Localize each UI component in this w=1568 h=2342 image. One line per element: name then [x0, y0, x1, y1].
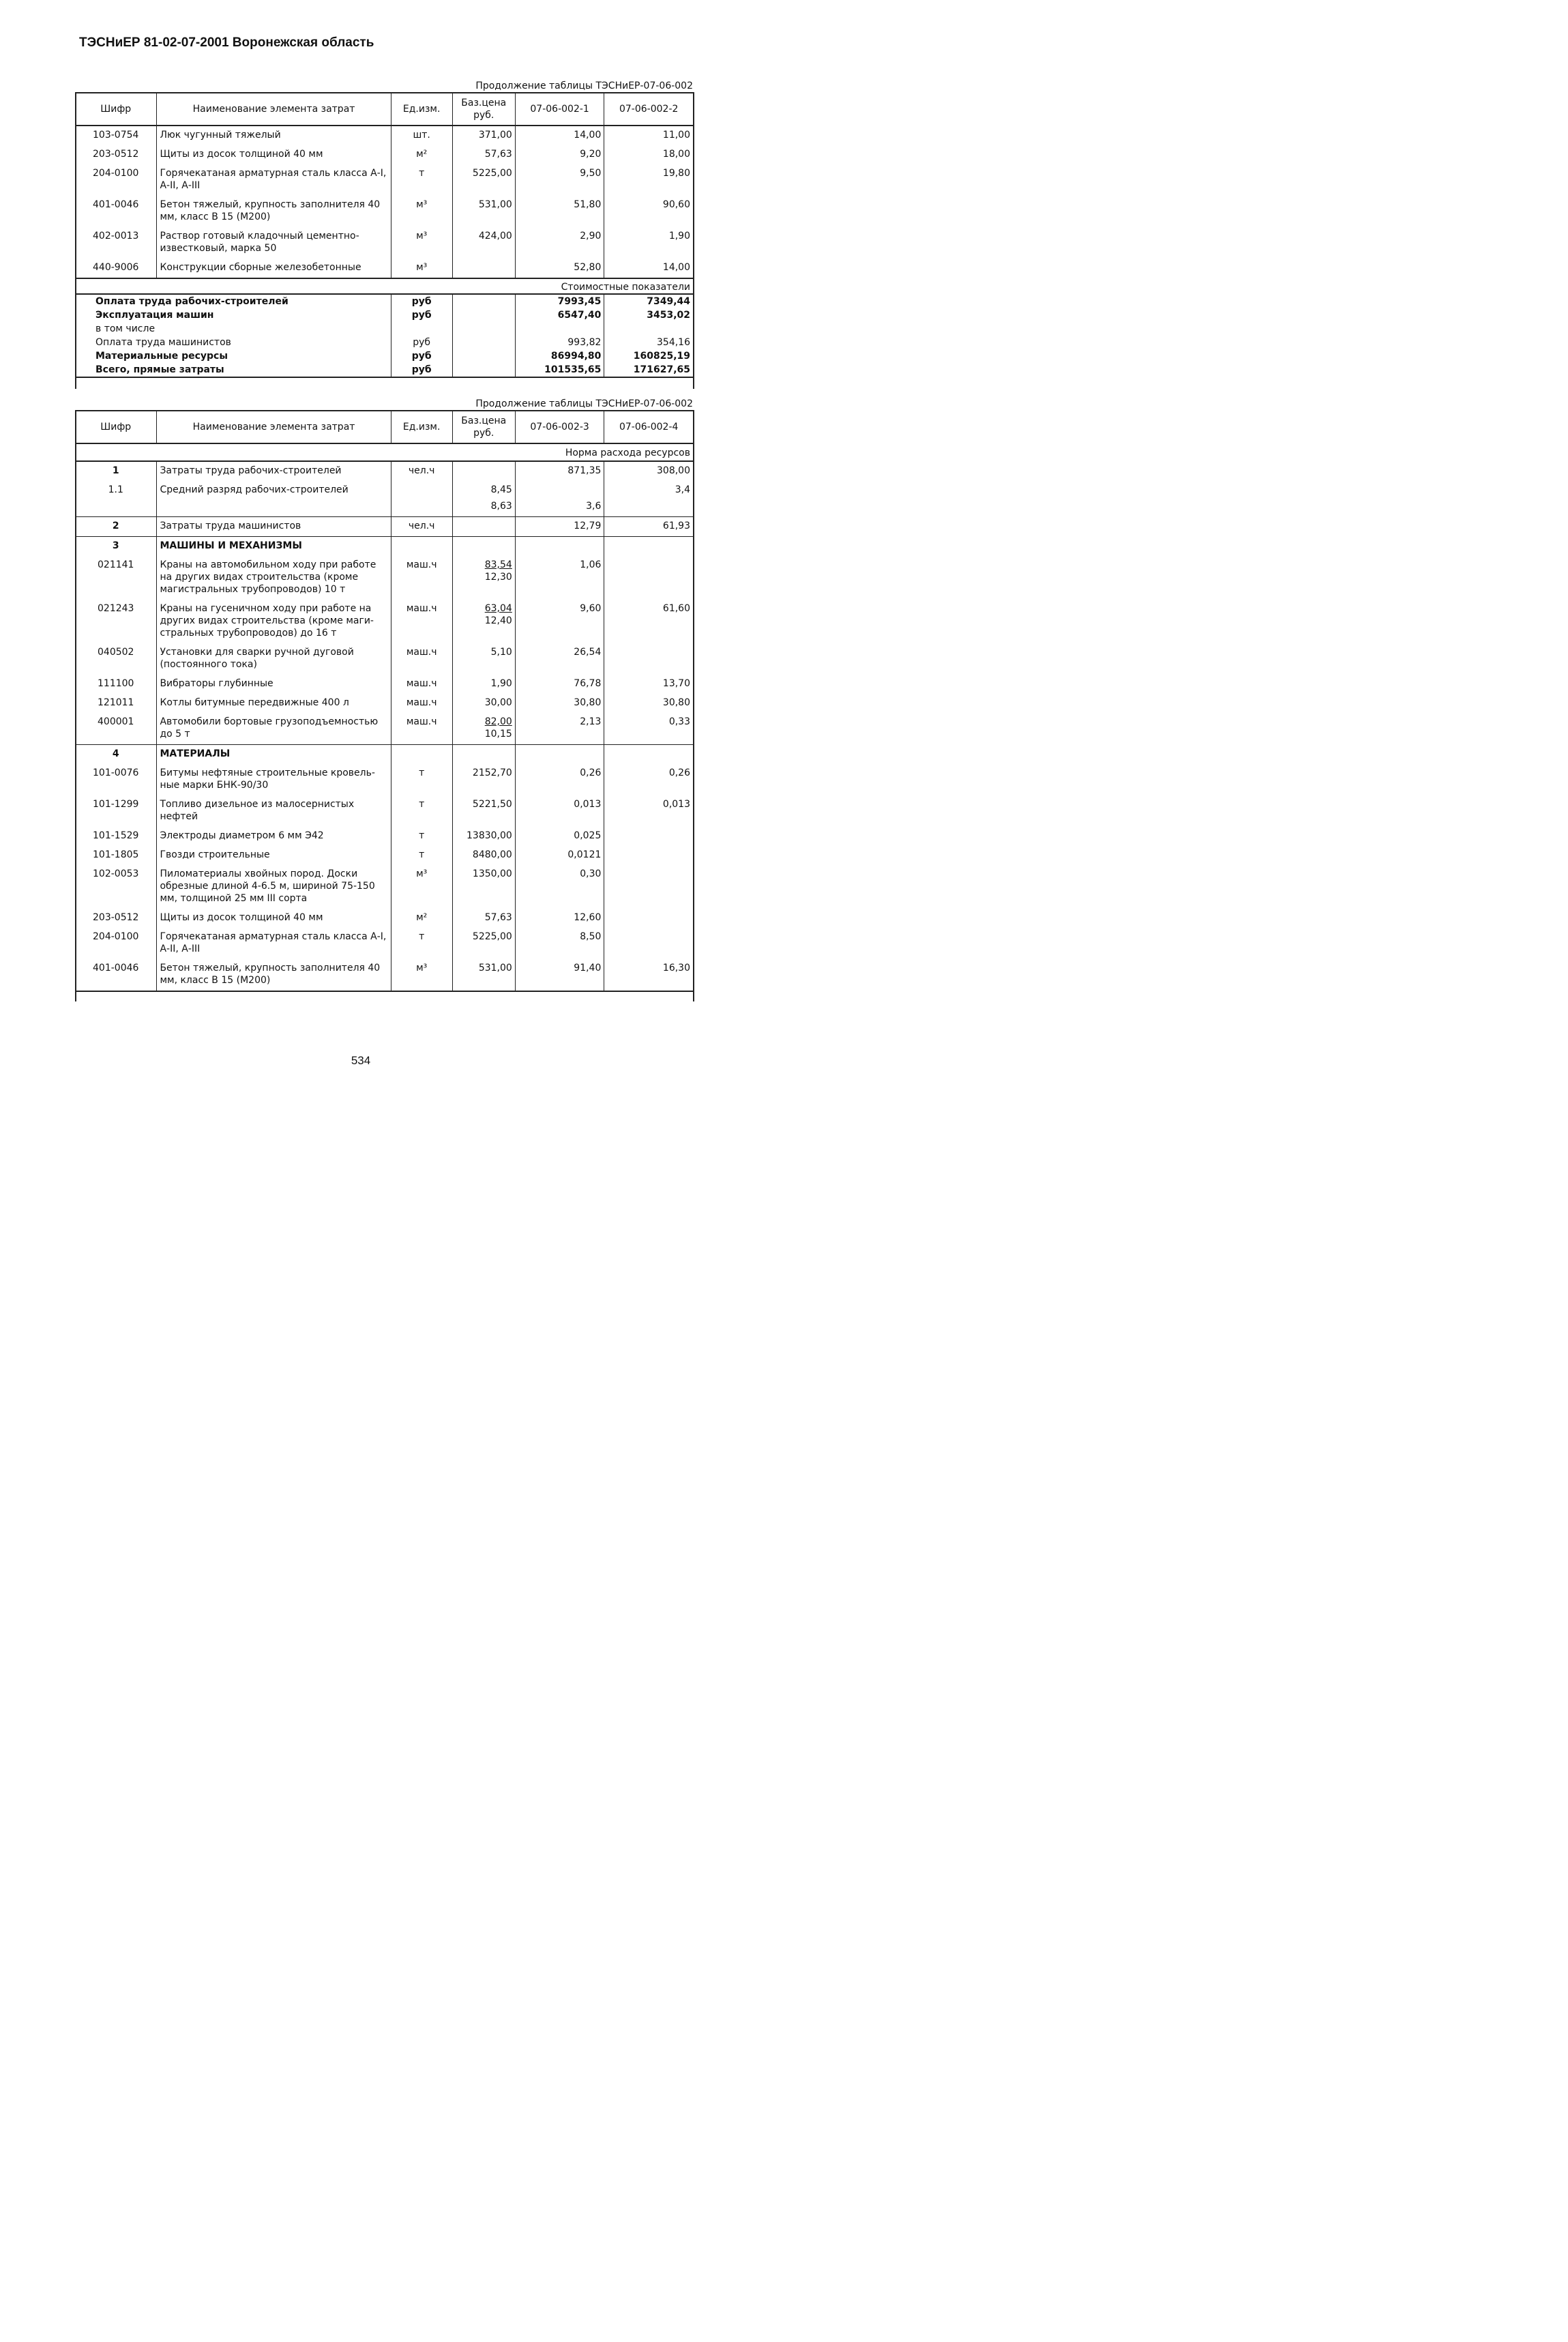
cell-value-1: 101535,65	[515, 363, 604, 377]
table-row	[75, 556, 693, 600]
cell-unit: маш.ч	[391, 694, 452, 713]
cell-unit: т	[391, 764, 452, 795]
cell-price	[452, 363, 515, 377]
cell-name: Материальные ресурсы	[95, 351, 228, 362]
cell-value-1: 12,60	[515, 909, 604, 928]
cell-unit	[391, 745, 452, 765]
price-line-1: 82,00	[484, 716, 512, 727]
cell-name: Щиты из досок толщиной 40 мм	[157, 145, 391, 164]
col-header-variant-2: 07-06-002-2	[604, 93, 693, 126]
cell-name: Котлы битумные передвижные 400 л	[157, 694, 391, 713]
cell-price: 8480,00	[452, 846, 515, 865]
cell-unit: руб	[391, 294, 452, 308]
cell-unit	[391, 537, 452, 557]
cell-value-1: 12,79	[515, 517, 604, 537]
cell-name: Электроды диаметром 6 мм Э42	[157, 827, 391, 846]
cell-unit: чел.ч	[391, 461, 452, 481]
cell-name: Горячекатаная арматурная сталь класса А-I, А-II, А-III	[157, 928, 391, 959]
cell-value-1: 52,80	[515, 259, 604, 278]
cell-code: 400001	[98, 716, 134, 727]
cell-price	[452, 294, 515, 308]
cell-unit: м³	[391, 259, 452, 278]
price-line-1: 1,90	[490, 678, 512, 689]
table2-continuation-note: Продолжение таблицы ТЭСНиЕР-07-06-002	[475, 398, 693, 409]
cell-price: 424,00	[452, 227, 515, 259]
cell-price	[452, 745, 515, 765]
cell-value-1: 0,0121	[515, 846, 604, 865]
cell-value-2: 308,00	[604, 461, 693, 481]
cell-value-1: 86994,80	[515, 349, 604, 363]
cell-value-1: 9,50	[515, 164, 604, 196]
summary-row	[75, 349, 693, 363]
price-line-1: 8,45	[490, 484, 512, 495]
table1	[75, 92, 693, 378]
cell-name: в том числе	[95, 323, 156, 334]
col-header-unit: Ед.изм.	[391, 93, 452, 126]
cell-value-2: 11,00	[604, 126, 693, 145]
table-row	[75, 145, 693, 164]
group-row-machines	[75, 537, 693, 557]
cell-value-1: 7993,45	[515, 294, 604, 308]
section-title-resource-norms: Норма расхода ресурсов	[75, 443, 693, 461]
cell-value-2: 160825,19	[604, 349, 693, 363]
cell-value-2: 16,30	[604, 959, 693, 991]
cell-value-2: 30,80	[604, 694, 693, 713]
cell-unit: м³	[391, 959, 452, 991]
cell-name: Эксплуатация машин	[95, 310, 214, 321]
cell-name: Топливо дизельное из малосернистых нефтей	[157, 795, 391, 827]
cell-value-2: 1,90	[604, 227, 693, 259]
cell-name: Битумы нефтяные строительные кровель-ные марки БНК-90/30	[157, 764, 391, 795]
cell-price: 531,00	[452, 959, 515, 991]
table-row	[75, 126, 693, 145]
cell-value-2	[604, 556, 693, 600]
cell-price	[452, 481, 515, 517]
cell-unit: руб	[391, 363, 452, 377]
table-row	[75, 909, 693, 928]
col-header-price: Баз.цена руб.	[452, 411, 515, 443]
summary-row	[75, 308, 693, 322]
cell-price	[452, 713, 515, 745]
cell-unit: маш.ч	[391, 600, 452, 643]
table2-section-row	[75, 443, 693, 461]
cell-value-1: 993,82	[515, 336, 604, 349]
cell-name: Люк чугунный тяжелый	[157, 126, 391, 145]
cell-name: Всего, прямые затраты	[75, 363, 391, 377]
cell-value-2	[604, 865, 693, 909]
cell-name: Затраты труда рабочих-строителей	[157, 461, 391, 481]
cell-code: 204-0100	[93, 168, 139, 179]
cell-code: 3	[75, 537, 157, 557]
table-row	[75, 196, 693, 227]
cell-unit: м³	[391, 227, 452, 259]
price-line-1: 83,54	[484, 559, 512, 570]
price-line-2: 12,30	[484, 572, 512, 583]
cell-value-1	[515, 537, 604, 557]
cell-value-2: 171627,65	[604, 363, 693, 377]
cell-price	[452, 600, 515, 643]
cell-value-2	[604, 322, 693, 336]
cell-value-1: 8,50	[515, 928, 604, 959]
table-row	[75, 846, 693, 865]
cell-price	[452, 336, 515, 349]
table2-header-row	[75, 411, 693, 443]
cell-value-2: 61,93	[604, 517, 693, 537]
cell-name: Оплата труда рабочих-строителей	[95, 296, 289, 307]
cell-code: 203-0512	[93, 912, 139, 923]
cell-code: 2	[75, 517, 157, 537]
cell-unit	[391, 322, 452, 336]
cell-value-1: 91,40	[515, 959, 604, 991]
cell-value-1: 1,06	[515, 556, 604, 600]
cell-unit: м²	[391, 909, 452, 928]
cell-name: Средний разряд рабочих-строителей	[157, 481, 391, 517]
cell-value-2: 0,013	[604, 795, 693, 827]
table-row	[75, 517, 693, 537]
cell-value-1: 30,80	[515, 694, 604, 713]
cell-name: Установки для сварки ручной дуговой (постоянного тока)	[157, 643, 391, 675]
cell-value-2	[604, 745, 693, 765]
cell-value-2: 0,26	[604, 764, 693, 795]
col-header-code: Шифр	[75, 93, 157, 126]
cell-value-1: 2,13	[515, 713, 604, 745]
cell-name: МАШИНЫ И МЕХАНИЗМЫ	[157, 537, 391, 557]
cell-name: Затраты труда машинистов	[157, 517, 391, 537]
cell-code: 203-0512	[93, 149, 139, 160]
price-line-1: 63,04	[484, 603, 512, 614]
table-row	[75, 795, 693, 827]
cell-price: 57,63	[452, 145, 515, 164]
cell-price: 57,63	[452, 909, 515, 928]
cell-name: Щиты из досок толщиной 40 мм	[157, 909, 391, 928]
cell-price: 531,00	[452, 196, 515, 227]
cell-unit: т	[391, 846, 452, 865]
cell-value-2: 19,80	[604, 164, 693, 196]
col-header-variant-1: 07-06-002-1	[515, 93, 604, 126]
cell-value-1: 51,80	[515, 196, 604, 227]
cell-value-1: 0,30	[515, 865, 604, 909]
cell-unit: т	[391, 795, 452, 827]
table-row	[75, 694, 693, 713]
value-1-text: 3,6	[586, 501, 602, 512]
cell-price: 2152,70	[452, 764, 515, 795]
table-row	[75, 764, 693, 795]
cell-name: Раствор готовый кладочный цементно-известковый, марка 50	[157, 227, 391, 259]
table1-continuation-note: Продолжение таблицы ТЭСНиЕР-07-06-002	[475, 80, 693, 91]
cell-value-2: 7349,44	[604, 294, 693, 308]
summary-row	[75, 294, 693, 308]
cell-unit: м³	[391, 196, 452, 227]
cell-value-1: 0,013	[515, 795, 604, 827]
cell-unit: т	[391, 928, 452, 959]
cell-value-2	[604, 537, 693, 557]
cell-price: 5221,50	[452, 795, 515, 827]
cell-unit: маш.ч	[391, 556, 452, 600]
cell-value-2	[604, 643, 693, 675]
cell-unit: маш.ч	[391, 643, 452, 675]
cell-code: 101-1299	[93, 799, 139, 810]
cell-code: 1	[112, 465, 119, 476]
price-line-2: 10,15	[484, 729, 512, 740]
cell-unit: т	[391, 164, 452, 196]
cell-code: 4	[75, 745, 157, 765]
cell-name: Бетон тяжелый, крупность заполнителя 40 мм, класс В 15 (М200)	[157, 959, 391, 991]
cell-name: Краны на автомобильном ходу при работе на других видах строительства (кроме магистральных трубопроводов) 10 т	[157, 556, 391, 600]
cell-unit: руб	[391, 308, 452, 322]
cell-price: 371,00	[452, 126, 515, 145]
cell-price	[452, 537, 515, 557]
table-row	[75, 713, 693, 745]
cell-value-1: 2,90	[515, 227, 604, 259]
cell-code: 040502	[98, 647, 134, 658]
cell-value-2: 0,33	[604, 713, 693, 745]
cell-unit: шт.	[391, 126, 452, 145]
group-row-materials	[75, 745, 693, 765]
cell-code: 401-0046	[93, 199, 139, 210]
cell-name: Гвозди строительные	[157, 846, 391, 865]
cell-unit: руб	[391, 336, 452, 349]
cell-name: Конструкции сборные железобетонные	[157, 259, 391, 278]
price-line-2: 12,40	[484, 615, 512, 626]
cell-price	[452, 556, 515, 600]
cell-price	[452, 461, 515, 481]
cell-code: 401-0046	[75, 959, 157, 991]
cell-value-2	[604, 846, 693, 865]
cell-name: Автомобили бортовые грузоподъемностью до 5 т	[157, 713, 391, 745]
page-number: 534	[351, 1054, 371, 1067]
table1-header-row	[75, 93, 693, 126]
cell-value-2: 18,00	[604, 145, 693, 164]
col-header-name: Наименование элемента затрат	[157, 411, 391, 443]
cell-value-1	[515, 745, 604, 765]
table1-section-row	[75, 278, 693, 294]
table2	[75, 410, 693, 992]
col-header-name: Наименование элемента затрат	[157, 93, 391, 126]
document-title: ТЭСНиЕР 81-02-07-2001 Воронежская область	[79, 35, 374, 50]
cell-price	[452, 259, 515, 278]
cell-code: 021243	[98, 603, 134, 614]
cell-code: 102-0053	[93, 868, 139, 879]
cell-value-2	[604, 827, 693, 846]
cell-price	[452, 694, 515, 713]
cell-value-1: 76,78	[515, 675, 604, 694]
cell-value-2: 3453,02	[604, 308, 693, 322]
cell-unit: руб	[391, 349, 452, 363]
cell-value-2: 90,60	[604, 196, 693, 227]
cell-unit: т	[391, 827, 452, 846]
cell-value-1: 14,00	[515, 126, 604, 145]
table-row	[75, 600, 693, 643]
cell-price	[452, 643, 515, 675]
col-header-price: Баз.цена руб.	[452, 93, 515, 126]
table-row	[75, 259, 693, 278]
cell-code: 021141	[98, 559, 134, 570]
cell-code: 402-0013	[93, 231, 139, 241]
machines-body	[75, 556, 693, 745]
cell-value-1: 0,025	[515, 827, 604, 846]
cell-price	[452, 675, 515, 694]
cell-price	[452, 349, 515, 363]
section-title-cost-indicators: Стоимостные показатели	[75, 278, 693, 294]
cell-name: Горячекатаная арматурная сталь класса А-I, А-II, А-III	[157, 164, 391, 196]
cell-value-2: 14,00	[604, 259, 693, 278]
cell-value-1	[515, 322, 604, 336]
cell-value-1: 6547,40	[515, 308, 604, 322]
table-row	[75, 481, 693, 517]
cell-code: 103-0754	[93, 130, 139, 141]
cell-value-1: 26,54	[515, 643, 604, 675]
cell-price: 5225,00	[452, 164, 515, 196]
cell-code: 440-9006	[93, 262, 139, 273]
cell-code: 121011	[98, 697, 134, 708]
cell-name: Оплата труда машинистов	[95, 337, 231, 348]
col-header-variant-3: 07-06-002-3	[515, 411, 604, 443]
cell-code: 101-1805	[93, 849, 139, 860]
table-row	[75, 227, 693, 259]
cell-code: 101-1529	[93, 830, 139, 841]
materials-body	[75, 764, 693, 991]
col-header-code: Шифр	[75, 411, 157, 443]
table-row	[75, 959, 693, 991]
cell-unit: чел.ч	[391, 517, 452, 537]
cell-value-1: 0,26	[515, 764, 604, 795]
table-row	[75, 865, 693, 909]
table1-body	[75, 126, 693, 278]
cell-name: Вибраторы глубинные	[157, 675, 391, 694]
cell-price	[452, 322, 515, 336]
table-row	[75, 461, 693, 481]
cell-code: 101-0076	[93, 767, 139, 778]
cell-value-2: 13,70	[604, 675, 693, 694]
summary-row	[75, 322, 693, 336]
cell-name: Краны на гусеничном ходу при работе на других видах строительства (кроме маги-стральных трубопроводов) до 16 т	[157, 600, 391, 643]
table-row	[75, 928, 693, 959]
cell-price	[452, 517, 515, 537]
cell-value-1	[515, 481, 604, 517]
cell-price: 5225,00	[452, 928, 515, 959]
cell-value-2	[604, 909, 693, 928]
cell-price: 13830,00	[452, 827, 515, 846]
cell-value-1: 871,35	[515, 461, 604, 481]
price-line-1: 30,00	[484, 697, 512, 708]
cell-code: 204-0100	[93, 931, 139, 942]
summary-row	[75, 336, 693, 349]
summary-row	[75, 363, 693, 377]
cell-unit: маш.ч	[391, 675, 452, 694]
cell-name: МАТЕРИАЛЫ	[157, 745, 391, 765]
cell-code: 111100	[98, 678, 134, 689]
cell-code: 1.1	[108, 484, 123, 495]
cell-value-2: 354,16	[604, 336, 693, 349]
cell-unit	[391, 481, 452, 517]
cell-unit: м³	[391, 865, 452, 909]
table-row	[75, 827, 693, 846]
cell-value-2: 61,60	[604, 600, 693, 643]
col-header-unit: Ед.изм.	[391, 411, 452, 443]
cell-unit: м²	[391, 145, 452, 164]
cell-value-2	[604, 928, 693, 959]
cell-price	[452, 308, 515, 322]
table1-summary	[75, 294, 693, 377]
price-line-2: 8,63	[490, 501, 512, 512]
cell-value-1: 9,60	[515, 600, 604, 643]
table-row	[75, 643, 693, 675]
cell-price: 1350,00	[452, 865, 515, 909]
cell-name: Пиломатериалы хвойных пород. Доски обрезные длиной 4-6.5 м, шириной 75-150 мм, толщиной 25 мм III сорта	[157, 865, 391, 909]
cell-unit: маш.ч	[391, 713, 452, 745]
cell-name: Бетон тяжелый, крупность заполнителя 40 мм, класс В 15 (М200)	[157, 196, 391, 227]
table-row	[75, 164, 693, 196]
price-line-1: 5,10	[490, 647, 512, 658]
cell-value-2: 3,4	[604, 481, 693, 517]
col-header-variant-4: 07-06-002-4	[604, 411, 693, 443]
table-row	[75, 675, 693, 694]
cell-value-1: 9,20	[515, 145, 604, 164]
